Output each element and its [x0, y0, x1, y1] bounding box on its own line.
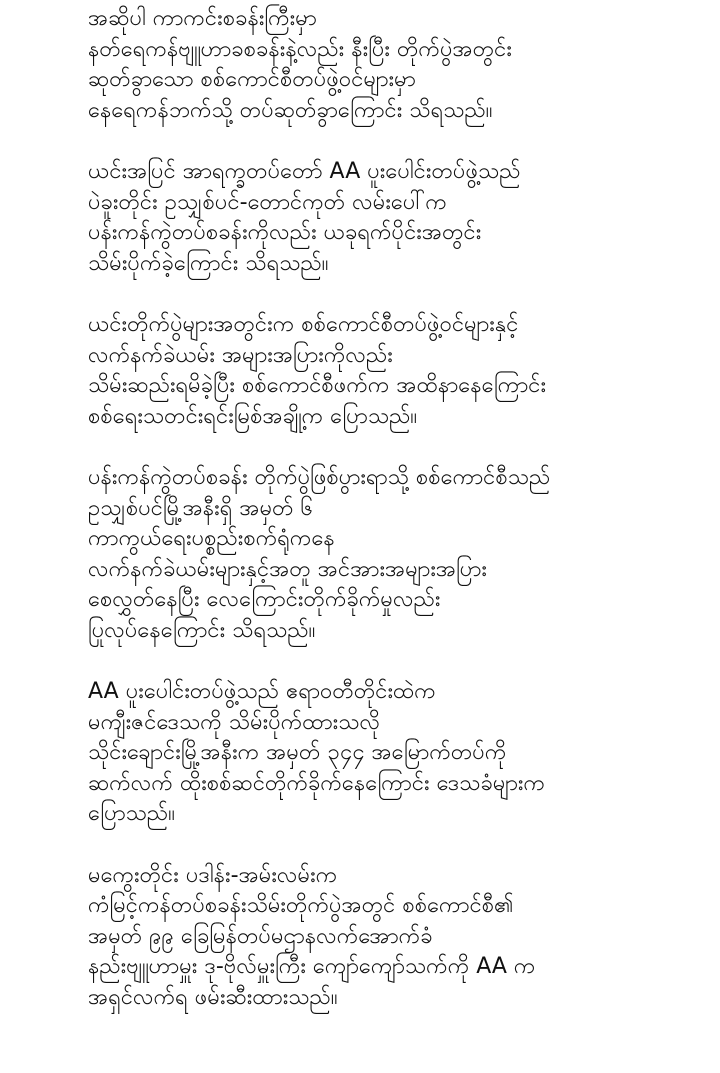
text-line: စေလွှတ်နေပြီး လေကြောင်းတိုက်ခိုက်မှုလည်း: [88, 587, 441, 612]
text-line: နေရေကန်ဘက်သို့ တပ်ဆုတ်ခွာကြောင်း သိရသည်။: [88, 97, 493, 123]
text-line: ပြောသည်။: [88, 801, 175, 826]
text-line: သိမ်းပိုက်ခဲ့ကြောင်း သိရသည်။: [88, 250, 329, 276]
text-line: ပန်းကန်ကွဲတပ်စခန်း တိုက်ပွဲဖြစ်ပွားရာသို့ စစ်ကောင်စီသည်: [88, 465, 551, 490]
paragraph-3: [88, 310, 708, 432]
text-line: လက်နက်ခဲယမ်း အများအပြားကိုလည်း: [88, 342, 393, 368]
text-line: အဆိုပါ ကာကင်းစခန်းကြီးမှာ: [88, 6, 317, 31]
paragraph-4: [88, 463, 708, 646]
text-line: ပြုလုပ်နေကြောင်း သိရသည်။: [88, 617, 316, 643]
text-line: ယင်းအပြင် အာရက္ခတပ်တော် AA ပူးပေါင်းတပ်ဖွဲ့သည်: [88, 159, 521, 184]
text-line: ဆုတ်ခွာသော စစ်ကောင်စီတပ်ဖွဲ့ဝင်များမှာ: [88, 67, 416, 92]
text-line: ဥသျှစ်ပင်မြို့အနီးရှိ အမှတ် ၆: [88, 495, 313, 521]
paragraph-6: [88, 861, 708, 1014]
article-body: [88, 4, 708, 1044]
text-line: ကံမြင့်ကန်တပ်စခန်းသိမ်းတိုက်ပွဲအတွင် စစ်ကောင်စီ၏: [88, 893, 514, 918]
text-line: မကွေးတိုင်း ပဒါန်း-အမ်းလမ်းက: [88, 862, 338, 888]
text-line: ပန်းကန်ကွဲတပ်စခန်းကိုလည်း ယခုရက်ပိုင်းအတွင်း: [88, 220, 482, 245]
text-line: မကျီးဇင်ဒေသကို သိမ်းပိုက်ထားသလို: [88, 709, 381, 735]
text-line: ဆက်လက် ထိုးစစ်ဆင်တိုက်ခိုက်နေကြောင်း ဒေသခံများက: [88, 770, 546, 796]
text-line: အရှင်လက်ရ ဖမ်းဆီးထားသည်။: [88, 984, 338, 1010]
text-line: အမှတ် ၉၉ ခြေမြန်တပ်မဌာနလက်အောက်ခံ: [88, 923, 433, 949]
paragraph-2: [88, 157, 708, 279]
text-line: သိမ်းဆည်းရမိခဲ့ပြီး စစ်ကောင်စီဖက်က အထိနာနေကြောင်း: [88, 373, 547, 398]
text-line: AA ပူးပေါင်းတပ်ဖွဲ့သည် ဧရာဝတီတိုင်းထဲက: [88, 679, 436, 704]
text-line: လက်နက်ခဲယမ်းများနှင့်အတူ အင်အားအများအပြား: [88, 556, 487, 582]
text-line: နတ်ရေကန်ဗျူဟာခစခန်းနဲ့လည်း နီးပြီး တိုက်ပွဲအတွင်း: [88, 36, 512, 62]
text-line: ယင်းတိုက်ပွဲများအတွင်းက စစ်ကောင်စီတပ်ဖွဲ့ဝင်များနှင့်: [88, 312, 519, 337]
text-line: နည်းဗျူဟာမှူး ဒု-ဗိုလ်မှူးကြီး ကျော်ကျော်သက်ကို AA က: [88, 954, 536, 979]
text-line: ကာကွယ်ရေးပစ္စည်းစက်ရုံကနေ: [88, 526, 335, 551]
paragraph-5: [88, 677, 708, 830]
text-line: သိုင်းချောင်းမြို့အနီးက အမှတ် ၃၄၄ အမြောက်တပ်ကို: [88, 740, 507, 765]
text-line: စစ်ရေးသတင်းရင်းမြစ်အချို့က ပြောသည်။: [88, 403, 418, 429]
paragraph-1: [88, 4, 708, 126]
text-line: ပဲခူးတိုင်း ဥသျှစ်ပင်-တောင်ကုတ် လမ်းပေါ်က: [88, 189, 447, 215]
